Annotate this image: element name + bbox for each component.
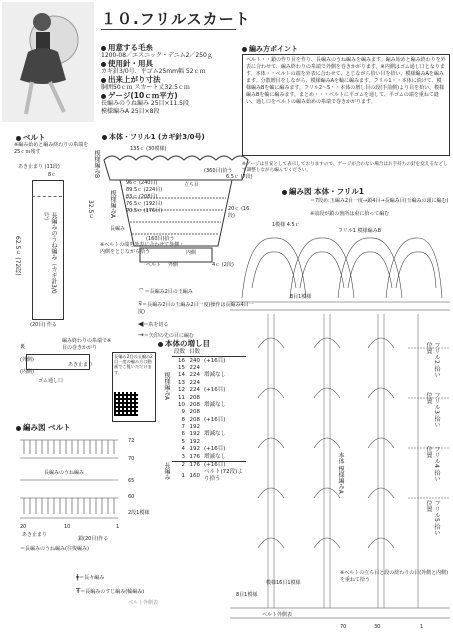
diagram-rows: 8目1模様 (290, 294, 312, 300)
body-belt-rows: 4ｃ (2段) (212, 262, 234, 268)
belt-diagram (14, 434, 124, 534)
body-bottom-pick: (160目)拾う (146, 236, 175, 242)
stitch-legend: ⌔＝長編み2目の玉編み ⍫＝長編み2目の玉編み2目一度(操作は長編み4目一度) ◀＝糸を切る →＝矢印の先の目に編む (138, 287, 254, 339)
body-inner: 内側 (186, 250, 197, 256)
diagram-frill-pattern: フリル1 模様編みB (338, 228, 382, 234)
belt-diagram-note: ＝長編みのうね編み(往復編み) (20, 546, 89, 552)
body-pattern-a: 模様編みA (109, 190, 116, 219)
points-text: ベルト・・鎖の作り目を作り、長編みのうね編みを編みます。編み始めと編み終わりを外表に合わせて、編み終わりの糸端で外側を巻きかがります。※内側はゴム通し口となります。本体・・ベルトの端を外表に合わせて、とじながら拾い目を拾い、模様編みAを編みます。分散増目をしながら、模様編みAを輪に編みます。フリル1・・本体に続けて、模様編みBを輪に編みます。フリル2～5・・本体の増し目の段(手前側)より目を拾い、模様編みBを輪に編みます。まとめ・・・ベルトに平ゴムを通して、平ゴムの端を重ねて縫い、通し口をベルトの編み始めの糸端で巻きかがります。 (242, 54, 450, 156)
belt-end-note: 編み終わりの糸端で※目の巻きかがり (62, 338, 112, 351)
body-pick: (360目)拾う (204, 168, 233, 174)
footer-num-1: 70 (340, 624, 347, 630)
body-side: 20ｃ (16段) (228, 206, 250, 219)
diagram-body-label: 本体 模様編みA (337, 452, 344, 495)
belt-two-rows: 2段1模様 (128, 510, 150, 516)
increase-pattern-a: 模様編みA (163, 372, 170, 401)
qr-code[interactable] (114, 392, 138, 416)
frill-5-pick: フリル5 拾い位置 (425, 500, 440, 536)
belt-rows-top: あき止まり (11段) (18, 164, 60, 170)
body-belt: ベルト (146, 262, 162, 268)
belt-row-60: 60 (128, 494, 135, 500)
belt-diagram-heading: 編み図 ベルト (16, 422, 71, 433)
increase-long: 長編み (163, 462, 170, 480)
increase-table: 段数 目数 16 240 (+16目) 15 224 14 224 増減なし 13 224 12 224 (+16目) 11 208 10 208 増減なし 9 208 8 208 (+16目) 7 192 6 192 増減なし 5 192 4 192 (+16目) 3 176 増減なし 2 176 (+16目) 1 160 ベルト(72段)より拾う (172, 349, 246, 483)
increase-heading: 本体の増し目 (158, 338, 210, 349)
belt-num-20: 20 (20, 524, 27, 530)
diagram-start: 8目1模様 (236, 592, 258, 598)
diagram-legend: ＝7段め:玉編み2目一度→鎖4目→長編み目(玉編みの頭に編む) ※前段が鎖の箇所は束に拾って編む (310, 198, 449, 217)
belt-num-1: 1 (116, 524, 120, 530)
gauge-note: ※ゲージは目安として表示しておりますので、ゲージが合わない場合はお手持ちの針を変えるなどして調整しながら編んでください。 (242, 162, 448, 173)
body-top-h: 6.5ｃ (7段) (226, 174, 253, 180)
frill-3-pick: フリル3 拾い位置 (425, 392, 440, 428)
belt-row-72: 72 (128, 438, 135, 444)
body-note: ※ベルトの端を外表に合わせて外側・内側をとじながら拾う (100, 242, 185, 255)
footer-num-3: 1 (420, 624, 424, 630)
body-stand: 立ち目 (184, 182, 200, 188)
belt-diagram-stop: あき止まり (22, 532, 48, 538)
points-section: 編み方ポイント ベルト・・鎖の作り目を作り、長編みのうね編みを編みます。編み始めと編み終わりを外表に合わせて、編み終わりの糸端で外側を巻きかがります。※内側はゴム通し口となります。本体・・ベルトの端を外表に合わせて、とじながら拾い目を拾い、模様編みAを編みます。分散増目をしながら、模様編みAを輪に編みます。フリル1・・本体に続けて、模様編みBを輪に編みます。フリル2～5・・本体の増し目の段(手前側)より目を拾い、模様編みBを輪に編みます。まとめ・・・ベルトに平ゴムを通して、平ゴムの端を重ねて縫い、通し口をベルトの編み始めの糸端で巻きかがります。 ※ゲージは目安として表示しておりますので、ゲージが合わない場合はお手持ちの針を変えるなどして調整しながら編んでください。 (242, 44, 450, 174)
belt-height: 62.5ｃ (72段) (14, 236, 21, 276)
materials: 用意する毛糸 1200-08／エスニック・デニム2／250ｇ 使用針・用具 カギ針3/0号、平ゴム25mm幅 52ｃｍ 出来上がり寸法 胴囲50ｃｍ スカート丈32.5ｃｍ ゲージ(10ｃｍ平方) 長編みのうね編み 25目×11.5段 模様編みA 25目×8段 (101, 43, 213, 115)
body-heading: 本体・フリル1 (カギ針3/0号) (102, 132, 205, 142)
frill-4-pick: フリル4 拾い位置 (425, 446, 440, 482)
belt-diagram-label: 長編みのうね編み (44, 470, 85, 476)
body-height: 32.5ｃ (87, 200, 94, 220)
body-top: 135ｃ (30模様) (130, 146, 167, 152)
diagram-pattern-a: 1模様 4.5ｃ (272, 222, 300, 228)
frill-2-pick: フリル2 拾い位置 (425, 342, 440, 378)
belt-width: 8ｃ (48, 172, 57, 178)
body-outer: 外側 (168, 262, 179, 268)
belt-row-70: 70 (128, 456, 135, 462)
body-widths: 96ｃ (240目) 89.5ｃ (224目) 83ｃ (208目) 76.5ｃ (192目) 70.5ｃ (176目) (126, 180, 163, 214)
footer-left: ベルト外側表 (128, 600, 159, 606)
stitch-legend-2: ǂ＝長々編み Ŧ＝長編みのすじ編み(輪編み) (76, 573, 145, 595)
qr-box: 長編み2目の玉編み2目一度の編み方は動画でご覧いただけます。 (112, 352, 156, 422)
belt-row-65: 65 (128, 478, 135, 484)
belt-num-10: 10 (64, 524, 71, 530)
belt-note: ※編み始めと編み終わりの糸端を25ｃｍ残す (14, 142, 89, 155)
body-pattern-b: 模様編みB (93, 150, 100, 179)
model-photo (2, 2, 94, 122)
belt-heading: ベルト (16, 132, 46, 143)
page-title: １０.フリルスカート (101, 10, 251, 28)
belt-stitch: 長編みのうね編み（カギ針3/0号） (42, 212, 57, 294)
belt-chain: (20目) 作る (30, 322, 57, 328)
body-long: 長編み (110, 226, 126, 232)
diagram-belt-label: ベルト外側表 (262, 612, 293, 618)
belt-side-view: 裏 (外側) (内側) ゴム通し口 あき止まり (20, 344, 94, 384)
belt-diagram-chain: 鎖(20目)作る (78, 536, 109, 542)
diagram-heading: 編み図 本体・フリル1 (282, 186, 364, 197)
crochet-chart (228, 228, 452, 628)
diagram-pick-note: ※ベルトの立ち目と段の終わりの目(外側と内側)を重ねて拾う (340, 570, 449, 583)
diagram-repeat: 模様16目1模様 (266, 580, 301, 586)
footer-num-2: 30 (374, 624, 381, 630)
